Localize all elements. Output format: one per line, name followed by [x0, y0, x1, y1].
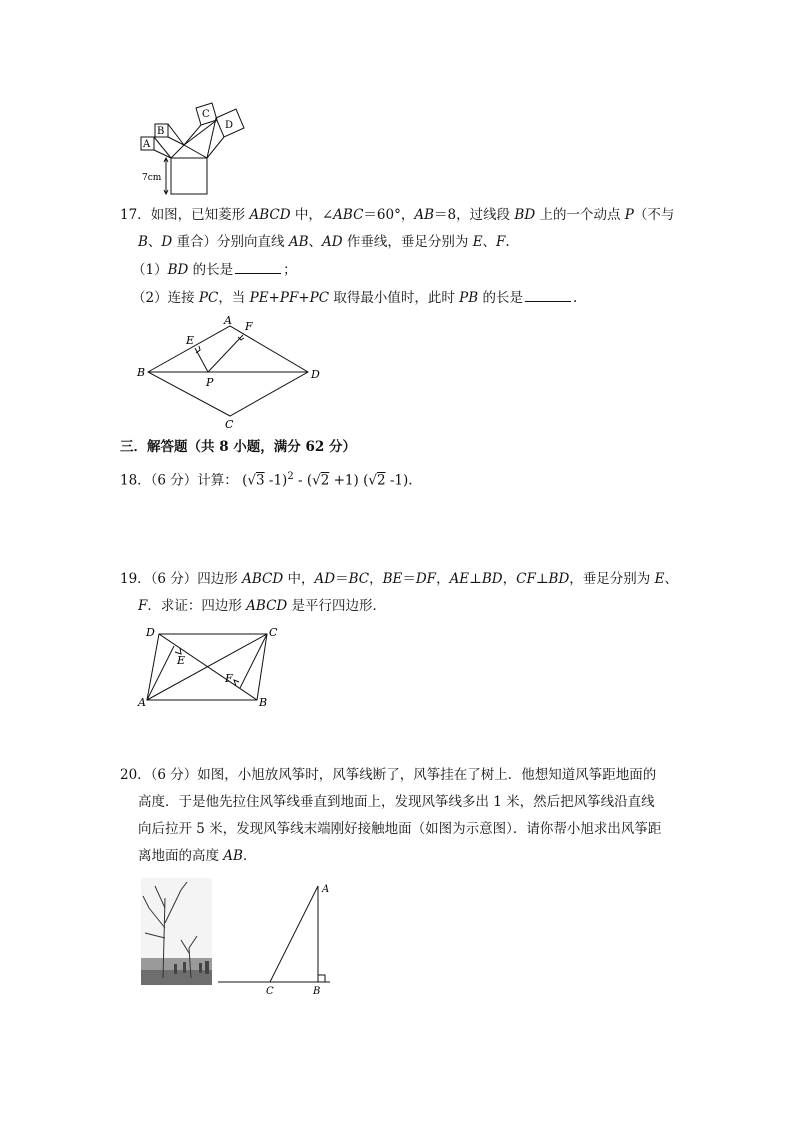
- para-label-c: C: [269, 626, 278, 639]
- rhombus-label-d: D: [311, 368, 320, 381]
- para-label-b: B: [259, 696, 268, 709]
- sqrt-icon: √: [368, 472, 377, 489]
- label-a: A: [143, 139, 151, 150]
- label-c: C: [202, 109, 210, 120]
- label-d: D: [225, 120, 234, 131]
- sqrt-icon: √: [312, 472, 321, 489]
- label-b: B: [157, 126, 165, 137]
- para-label-f: F: [225, 672, 233, 685]
- kite-label-b: B: [313, 986, 321, 995]
- rhombus-label-b: B: [137, 366, 146, 379]
- rhombus-label-c: C: [225, 418, 234, 431]
- q20-line2: 高度．于是他先拉住风筝线垂直到地面上，发现风筝线多出 1 米，然后把风筝线沿直线: [138, 794, 655, 810]
- sqrt-icon: √: [247, 472, 256, 489]
- q19-line2: F．求证：四边形 ABCD 是平行四边形．: [138, 598, 387, 614]
- square-7cm: [171, 158, 207, 194]
- q20-line4: 离地面的高度 AB．: [138, 848, 257, 864]
- para-label-e: E: [177, 654, 186, 667]
- q17-line2: B、D 重合）分别向直线 AB、AD 作垂线，垂足分别为 E、F.: [138, 234, 510, 250]
- kite-label-c: C: [266, 986, 274, 995]
- rhombus-figure: [134, 312, 330, 436]
- q20-line3: 向后拉开 5 米，发现风筝线末端刚好接触地面（如图为示意图）．请你帮小旭求出风筝距: [138, 821, 662, 837]
- q20-line1: 20．（6 分）如图，小旭放风筝时，风筝线断了，风筝挂在了树上．他想知道风筝距地面的: [120, 767, 657, 783]
- tree-photo: [141, 878, 212, 985]
- section-heading: 三．解答题（共 8 小题，满分 62 分）: [120, 439, 356, 455]
- parallelogram-figure: [137, 622, 287, 712]
- para-label-a: A: [138, 696, 146, 709]
- label-7cm: 7cm: [142, 173, 162, 183]
- q17-sub2: （2）连接 PC，当 PE+PF+PC 取得最小值时，此时 PB 的长是 .: [132, 290, 578, 306]
- q18-line: 18．（6 分）计算： (√3 -1)$^2$ - (√2 +1) (√2 -1).: [120, 471, 413, 489]
- q19-line1: 19．（6 分）四边形 ABCD 中，AD＝BC，BE＝DF，AE⊥BD，CF⊥BD，垂足分别为 E、: [120, 571, 678, 587]
- kite-label-a: A: [322, 884, 330, 895]
- kite-triangle-figure: [218, 880, 338, 995]
- answer-blank-1[interactable]: [235, 261, 281, 274]
- rhombus-label-p: P: [206, 376, 214, 389]
- q17-line1: 17．如图，已知菱形 ABCD 中，∠ABC＝60°，AB＝8，过线段 BD 上的一个动点 P（不与: [120, 207, 675, 223]
- rhombus-label-a: A: [224, 314, 232, 327]
- rhombus-label-e: E: [186, 334, 195, 347]
- answer-blank-2[interactable]: [525, 289, 571, 302]
- rhombus-label-f: F: [245, 320, 253, 333]
- para-label-d: D: [146, 626, 155, 639]
- squares-figure: [138, 100, 253, 198]
- q17-sub1: （1）BD 的长是 ；: [132, 262, 297, 278]
